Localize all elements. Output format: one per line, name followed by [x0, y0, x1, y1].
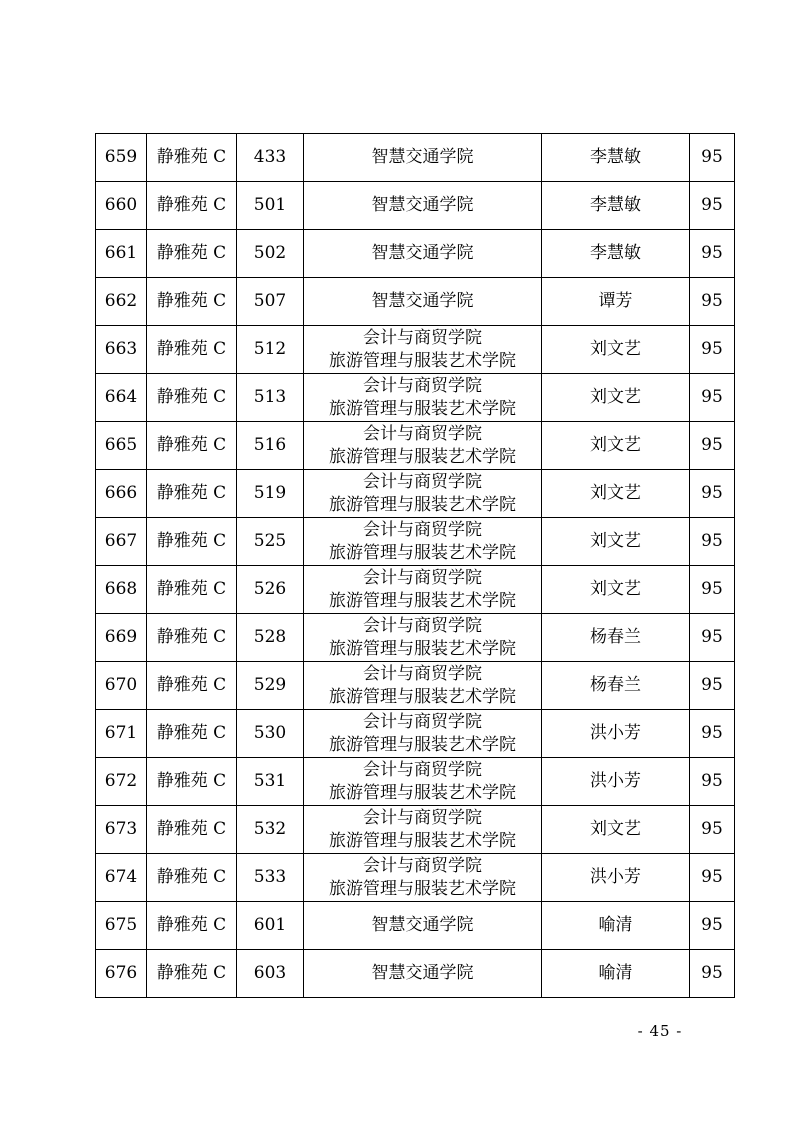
page-number: - 45 - [637, 1022, 683, 1040]
table-row [96, 614, 735, 662]
college-cell [304, 710, 542, 758]
room-cell: 528 [237, 614, 304, 662]
room-cell: 516 [237, 422, 304, 470]
row-number-cell: 675 [96, 902, 147, 950]
row-number-cell: 665 [96, 422, 147, 470]
building-cell: 静雅苑 C [147, 710, 237, 758]
college-name-line: 智慧交通学院 [371, 243, 474, 263]
score-cell: 95 [690, 134, 735, 182]
college-name-line: 会计与商贸学院 [363, 759, 482, 780]
person-cell: 洪小芳 [542, 710, 690, 758]
person-cell: 杨春兰 [542, 662, 690, 710]
college-name-line: 会计与商贸学院 [363, 519, 482, 540]
college-name-line: 旅游管理与服装艺术学院 [329, 878, 516, 899]
college-name-line: 会计与商贸学院 [363, 663, 482, 684]
college-cell [304, 182, 542, 230]
room-cell: 530 [237, 710, 304, 758]
table-row [96, 470, 735, 518]
college-name-line: 会计与商贸学院 [363, 711, 482, 732]
table-row [96, 278, 735, 326]
college-name-line: 旅游管理与服装艺术学院 [329, 590, 516, 611]
building-cell: 静雅苑 C [147, 326, 237, 374]
building-cell: 静雅苑 C [147, 374, 237, 422]
table-row [96, 374, 735, 422]
score-cell: 95 [690, 470, 735, 518]
score-cell: 95 [690, 326, 735, 374]
college-name-line: 旅游管理与服装艺术学院 [329, 446, 516, 467]
table-row [96, 662, 735, 710]
table-row [96, 758, 735, 806]
score-cell: 95 [690, 950, 735, 998]
room-cell: 502 [237, 230, 304, 278]
room-cell: 601 [237, 902, 304, 950]
college-cell [304, 134, 542, 182]
building-cell: 静雅苑 C [147, 662, 237, 710]
college-cell [304, 230, 542, 278]
table-row [96, 518, 735, 566]
score-cell: 95 [690, 758, 735, 806]
room-cell: 533 [237, 854, 304, 902]
person-cell: 谭芳 [542, 278, 690, 326]
person-cell: 刘文艺 [542, 518, 690, 566]
college-name-line: 智慧交通学院 [371, 147, 474, 167]
room-cell: 433 [237, 134, 304, 182]
room-cell: 526 [237, 566, 304, 614]
building-cell: 静雅苑 C [147, 422, 237, 470]
building-cell: 静雅苑 C [147, 854, 237, 902]
person-cell: 洪小芳 [542, 854, 690, 902]
row-number-cell: 671 [96, 710, 147, 758]
college-name-line: 会计与商贸学院 [363, 375, 482, 396]
row-number-cell: 670 [96, 662, 147, 710]
college-cell [304, 902, 542, 950]
person-cell: 杨春兰 [542, 614, 690, 662]
room-cell: 532 [237, 806, 304, 854]
college-name-line: 会计与商贸学院 [363, 471, 482, 492]
row-number-cell: 672 [96, 758, 147, 806]
college-cell [304, 518, 542, 566]
dorm-score-table [95, 133, 735, 998]
room-cell: 513 [237, 374, 304, 422]
row-number-cell: 660 [96, 182, 147, 230]
college-name-line: 智慧交通学院 [371, 963, 474, 983]
table-body [96, 134, 735, 998]
building-cell: 静雅苑 C [147, 950, 237, 998]
college-name-line: 会计与商贸学院 [363, 327, 482, 348]
person-cell: 刘文艺 [542, 470, 690, 518]
table-row [96, 134, 735, 182]
score-cell: 95 [690, 662, 735, 710]
college-cell [304, 950, 542, 998]
table-row [96, 566, 735, 614]
college-cell [304, 806, 542, 854]
college-name-line: 旅游管理与服装艺术学院 [329, 494, 516, 515]
row-number-cell: 662 [96, 278, 147, 326]
table-row [96, 902, 735, 950]
college-name-line: 旅游管理与服装艺术学院 [329, 734, 516, 755]
row-number-cell: 673 [96, 806, 147, 854]
college-name-line: 智慧交通学院 [371, 291, 474, 311]
college-cell [304, 662, 542, 710]
person-cell: 洪小芳 [542, 758, 690, 806]
room-cell: 525 [237, 518, 304, 566]
college-cell [304, 758, 542, 806]
building-cell: 静雅苑 C [147, 902, 237, 950]
college-name-line: 会计与商贸学院 [363, 423, 482, 444]
row-number-cell: 668 [96, 566, 147, 614]
person-cell: 喻清 [542, 950, 690, 998]
college-name-line: 旅游管理与服装艺术学院 [329, 350, 516, 371]
college-cell [304, 374, 542, 422]
row-number-cell: 676 [96, 950, 147, 998]
table-row [96, 230, 735, 278]
college-name-line: 旅游管理与服装艺术学院 [329, 830, 516, 851]
college-name-line: 会计与商贸学院 [363, 615, 482, 636]
person-cell: 刘文艺 [542, 566, 690, 614]
score-cell: 95 [690, 902, 735, 950]
college-name-line: 会计与商贸学院 [363, 855, 482, 876]
row-number-cell: 664 [96, 374, 147, 422]
college-cell [304, 566, 542, 614]
room-cell: 507 [237, 278, 304, 326]
row-number-cell: 674 [96, 854, 147, 902]
row-number-cell: 669 [96, 614, 147, 662]
college-cell [304, 470, 542, 518]
building-cell: 静雅苑 C [147, 134, 237, 182]
building-cell: 静雅苑 C [147, 518, 237, 566]
person-cell: 李慧敏 [542, 182, 690, 230]
person-cell: 刘文艺 [542, 422, 690, 470]
score-cell: 95 [690, 710, 735, 758]
college-name-line: 会计与商贸学院 [363, 567, 482, 588]
person-cell: 刘文艺 [542, 806, 690, 854]
college-name-line: 旅游管理与服装艺术学院 [329, 782, 516, 803]
room-cell: 603 [237, 950, 304, 998]
person-cell: 刘文艺 [542, 326, 690, 374]
college-cell [304, 854, 542, 902]
row-number-cell: 659 [96, 134, 147, 182]
building-cell: 静雅苑 C [147, 182, 237, 230]
person-cell: 喻清 [542, 902, 690, 950]
person-cell: 李慧敏 [542, 230, 690, 278]
table-row [96, 854, 735, 902]
table-row [96, 950, 735, 998]
score-cell: 95 [690, 422, 735, 470]
table-row [96, 806, 735, 854]
building-cell: 静雅苑 C [147, 278, 237, 326]
table-row [96, 326, 735, 374]
person-cell: 刘文艺 [542, 374, 690, 422]
college-cell [304, 326, 542, 374]
college-name-line: 旅游管理与服装艺术学院 [329, 542, 516, 563]
room-cell: 519 [237, 470, 304, 518]
score-cell: 95 [690, 278, 735, 326]
row-number-cell: 666 [96, 470, 147, 518]
score-cell: 95 [690, 182, 735, 230]
score-cell: 95 [690, 854, 735, 902]
room-cell: 529 [237, 662, 304, 710]
building-cell: 静雅苑 C [147, 806, 237, 854]
room-cell: 512 [237, 326, 304, 374]
building-cell: 静雅苑 C [147, 566, 237, 614]
building-cell: 静雅苑 C [147, 230, 237, 278]
score-cell: 95 [690, 806, 735, 854]
college-name-line: 智慧交通学院 [371, 915, 474, 935]
building-cell: 静雅苑 C [147, 614, 237, 662]
college-cell [304, 614, 542, 662]
college-cell [304, 422, 542, 470]
row-number-cell: 667 [96, 518, 147, 566]
college-name-line: 智慧交通学院 [371, 195, 474, 215]
room-cell: 501 [237, 182, 304, 230]
table-row [96, 710, 735, 758]
college-name-line: 会计与商贸学院 [363, 807, 482, 828]
building-cell: 静雅苑 C [147, 758, 237, 806]
table-row [96, 422, 735, 470]
row-number-cell: 663 [96, 326, 147, 374]
college-cell [304, 278, 542, 326]
room-cell: 531 [237, 758, 304, 806]
score-cell: 95 [690, 230, 735, 278]
score-cell: 95 [690, 518, 735, 566]
building-cell: 静雅苑 C [147, 470, 237, 518]
table-row [96, 182, 735, 230]
person-cell: 李慧敏 [542, 134, 690, 182]
score-cell: 95 [690, 614, 735, 662]
row-number-cell: 661 [96, 230, 147, 278]
college-name-line: 旅游管理与服装艺术学院 [329, 686, 516, 707]
score-cell: 95 [690, 566, 735, 614]
score-cell: 95 [690, 374, 735, 422]
college-name-line: 旅游管理与服装艺术学院 [329, 398, 516, 419]
college-name-line: 旅游管理与服装艺术学院 [329, 638, 516, 659]
